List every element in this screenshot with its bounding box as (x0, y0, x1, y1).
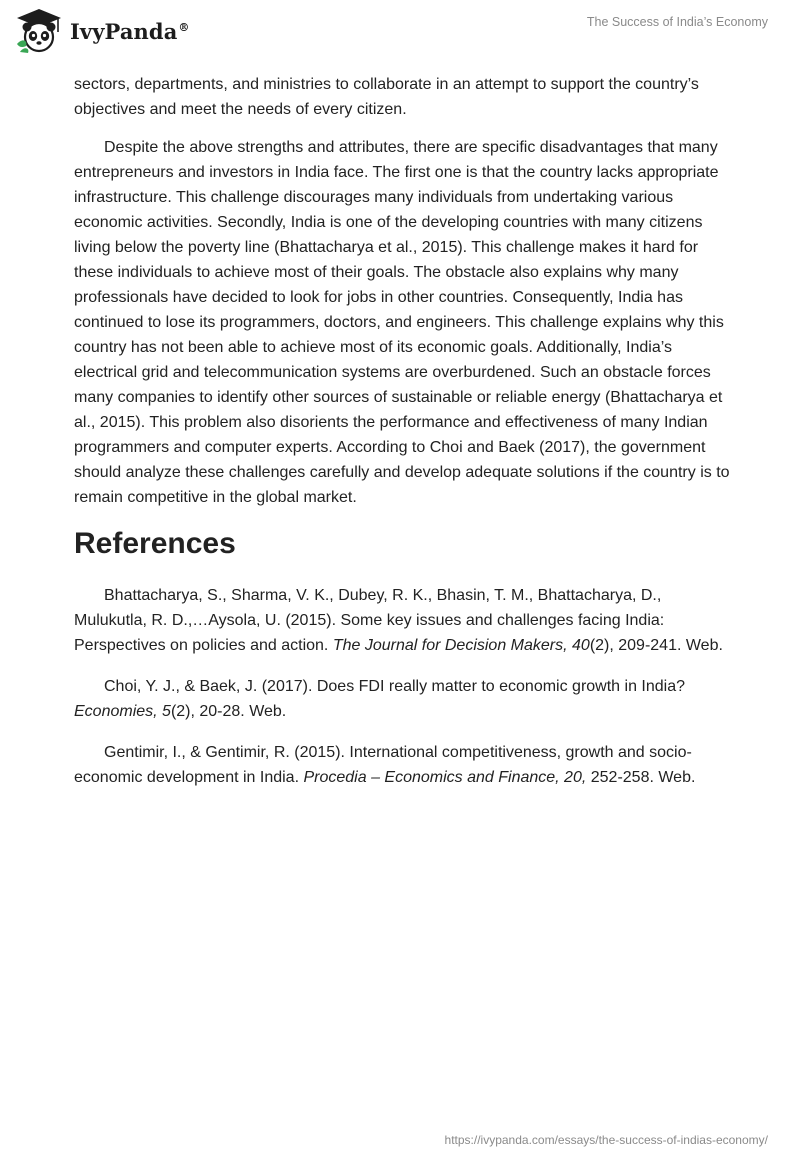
panda-icon (14, 8, 64, 54)
reference-journal: Procedia – Economics and Finance, 20, (303, 769, 587, 786)
references-heading: References (74, 527, 236, 560)
reference-journal: The Journal for Decision Makers, 40 (332, 637, 590, 654)
reference-item: Bhattacharya, S., Sharma, V. K., Dubey, R. K., Bhasin, T. M., Bhattacharya, D., Mulukutla, R. D.,…Aysola, U. (2015). Some key issues and challenges facing India: Perspectives on policies and action. The Journal for Decision Makers, 40(2), 209-241. Web. (74, 587, 723, 654)
reference-journal: Economies, 5 (74, 703, 171, 720)
reference-item: Choi, Y. J., & Baek, J. (2017). Does FDI really matter to economic growth in India? Economies, 5(2), 20-28. Web. (74, 678, 686, 720)
document-title: The Success of India’s Economy (586, 15, 768, 29)
ivypanda-logo[interactable] (14, 8, 190, 54)
essay-content (74, 72, 734, 806)
continuation-paragraph: sectors, departments, and ministries to collaborate in an attempt to support the country’s objectives and meet the needs of every citizen. (74, 76, 699, 118)
footer-url[interactable]: https://ivypanda.com/essays/the-success-of-indias-economy/ (444, 1133, 768, 1147)
brand-name: IvyPanda® (70, 18, 190, 44)
page-header (0, 0, 800, 66)
reference-item: Gentimir, I., & Gentimir, R. (2015). International competitiveness, growth and socio-economic development in India. Procedia – Economics and Finance, 20, 252-258. Web. (74, 744, 696, 786)
body-paragraph: Despite the above strengths and attributes, there are specific disadvantages that many entrepreneurs and investors in India face. The first one is that the country lacks appropriate infrastructure. This challenge discourages many individuals from undertaking various economic activities. Secondly, India is one of the developing countries with many citizens living below the poverty line (Bhattacharya et al., 2015). This challenge makes it hard for these individuals to achieve most of their goals. The obstacle also explains why many professionals have decided to look for jobs in other countries. Consequently, India has continued to lose its programmers, doctors, and engineers. This challenge explains why this country has not been able to achieve most of its economic goals. Additionally, India’s electrical grid and telecommunication systems are overburdened. Such an obstacle forces many companies to identify other sources of sustainable or reliable energy (Bhattacharya et al., 2015). This problem also disorients the performance and effectiveness of many Indian programmers and computer experts. According to Choi and Baek (2017), the government should analyze these challenges carefully and develop adequate solutions if the country is to remain competitive in the global market. (74, 139, 730, 506)
